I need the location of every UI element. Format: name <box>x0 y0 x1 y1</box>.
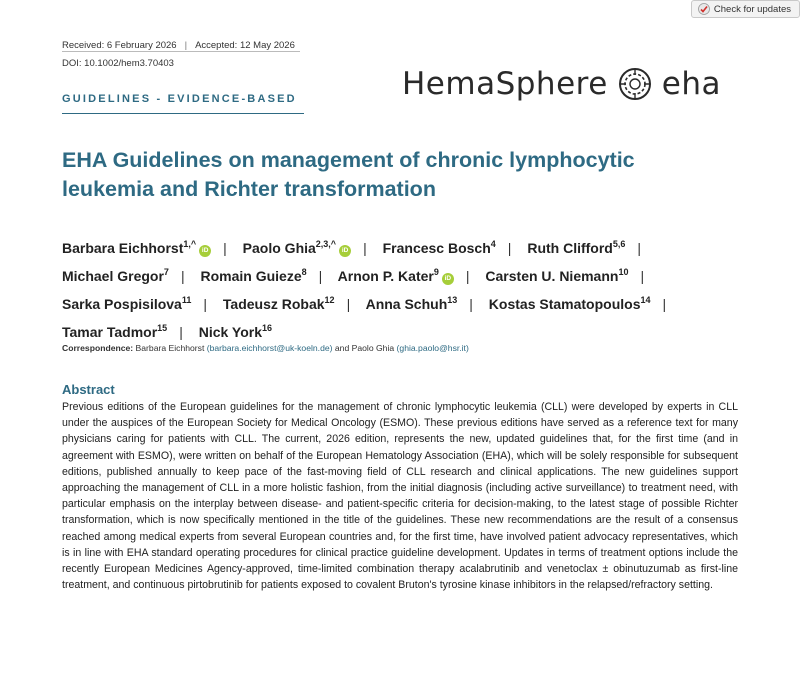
author-separator: | <box>465 268 470 284</box>
orcid-icon[interactable]: iD <box>199 245 211 257</box>
author-name: Ruth Clifford <box>527 240 613 256</box>
author <box>527 240 625 256</box>
author <box>366 296 458 312</box>
author-separator: | <box>640 268 645 284</box>
author <box>485 268 628 284</box>
correspondence-name-2: Paolo Ghia <box>351 343 395 353</box>
author <box>200 268 306 284</box>
author-affiliation: 9 <box>433 267 439 277</box>
journal-name: HemaSphere <box>402 66 608 102</box>
article-category: GUIDELINES - EVIDENCE-BASED <box>62 93 297 105</box>
author-affiliation: 12 <box>324 295 335 305</box>
author-name: Carsten U. Niemann <box>485 268 619 284</box>
author-name: Romain Guieze <box>200 268 302 284</box>
abstract-heading: Abstract <box>62 382 115 397</box>
author <box>62 240 211 256</box>
correspondence-label: Correspondence: <box>62 343 134 353</box>
author <box>489 296 651 312</box>
correspondence-conjunction: and <box>334 343 350 353</box>
doi: DOI: 10.1002/hem3.70403 <box>62 58 174 69</box>
article-title: EHA Guidelines on management of chronic lymphocytic leukemia and Richter transformation <box>62 148 635 201</box>
author <box>383 240 496 256</box>
correspondence-email-2[interactable]: (ghia.paolo@hsr.it) <box>396 343 469 353</box>
author-affiliation: 1,^ <box>183 239 197 249</box>
abstract-text: Previous editions of the European guidelines for the management of chronic lymphocytic leukemia (CLL) were developed by experts in CLL under the auspices of the European Society for Medical Oncology (ESMO). These previous editions have served as a reference text for many physicians caring for patients with CLL. The current, 2026 edition, represents the new, updated guidelines that, for the first time (and in agreement with ESMO), were written on behalf of the European Hematology Association (EHA), which will be solely responsible for subsequent editions, published annually to keep pace of the fast-moving field of CLL research and clinical applications. The new guidelines support approaching the management of CLL in a more holistic fashion, from the initial diagnosis (including active surveillance) to treatment need, with particular emphasis on the interplay between disease- and patient-specific criteria for decision-making, to the latest stage of possible Richter transformation, which is now specifically mentioned in the title of the guidelines. These new recommendations are the result of a consensus reached among medical experts from several European countries and, for the first time, have involved patient advocacy representatives, which is in line with EHA standard operating procedures for clinical practice guideline development. Updates in terms of treatment options include the recently European Medicines Agency-approved, time-limited combination therapy acalabrutinib and venetoclax ± obinutuzumab as first-line treatment, and continuous pirtobrutinib for patients exposed to covalent Bruton's tyrosine kinase inhibitors in the relapsed/refractory setting. <box>62 401 738 592</box>
check-for-updates-label: Check for updates <box>713 3 791 15</box>
journal-logo <box>402 66 721 102</box>
author <box>223 296 335 312</box>
author-affiliation: 2,3,^ <box>315 239 337 249</box>
article-dates <box>62 40 295 51</box>
author-separator: | <box>469 296 473 312</box>
orcid-icon[interactable]: iD <box>442 273 454 285</box>
author-affiliation: 15 <box>157 323 168 333</box>
author-name: Michael Gregor <box>62 268 164 284</box>
accepted-date: Accepted: 12 May 2026 <box>195 40 295 51</box>
society-name: eha <box>661 66 722 102</box>
author-separator: | <box>180 268 185 284</box>
author-affiliation: 7 <box>163 267 169 277</box>
author-name: Tadeusz Robak <box>222 296 325 312</box>
author-name: Tamar Tadmor <box>62 324 158 340</box>
correspondence-email-1[interactable]: (barbara.eichhorst@uk-koeln.de) <box>206 343 333 353</box>
author-separator: | <box>179 324 183 340</box>
category-divider <box>62 113 304 114</box>
meta-separator: | <box>184 40 188 51</box>
eha-emblem-icon <box>618 67 652 101</box>
author-affiliation: 16 <box>262 323 273 333</box>
correspondence <box>62 343 469 353</box>
author <box>338 268 454 284</box>
author-name: Nick York <box>198 324 263 340</box>
author-separator: | <box>223 240 227 256</box>
correspondence-name-1: Barbara Eichhorst <box>135 343 205 353</box>
author-separator: | <box>662 296 667 312</box>
orcid-icon[interactable]: iD <box>339 245 351 257</box>
author <box>243 240 351 256</box>
author-affiliation: 13 <box>447 295 458 305</box>
author <box>199 324 272 340</box>
author-name: Francesc Bosch <box>382 240 491 256</box>
author-separator: | <box>203 296 207 312</box>
author-name: Paolo Ghia <box>242 240 316 256</box>
author-name: Anna Schuh <box>365 296 448 312</box>
author-affiliation: 11 <box>181 295 192 305</box>
crossmark-icon <box>698 3 710 15</box>
received-date: Received: 6 February 2026 <box>62 40 177 51</box>
meta-divider <box>62 51 300 52</box>
author-affiliation: 4 <box>490 239 496 249</box>
author-separator: | <box>346 296 351 312</box>
author-affiliation: 8 <box>301 267 307 277</box>
author-affiliation: 10 <box>618 267 629 277</box>
author-separator: | <box>637 240 642 256</box>
author <box>62 296 191 312</box>
author-list <box>62 232 742 344</box>
author-name: Kostas Stamatopoulos <box>488 296 641 312</box>
check-for-updates-button[interactable] <box>691 0 800 18</box>
author-separator: | <box>363 240 367 256</box>
author-name: Arnon P. Kater <box>337 268 434 284</box>
author-separator: | <box>507 240 512 256</box>
author <box>62 268 169 284</box>
author <box>62 324 167 340</box>
author-name: Sarka Pospisilova <box>62 296 182 312</box>
author-affiliation: 14 <box>640 295 651 305</box>
author-affiliation: 5,6 <box>612 239 626 249</box>
author-name: Barbara Eichhorst <box>62 240 184 256</box>
author-separator: | <box>318 268 323 284</box>
